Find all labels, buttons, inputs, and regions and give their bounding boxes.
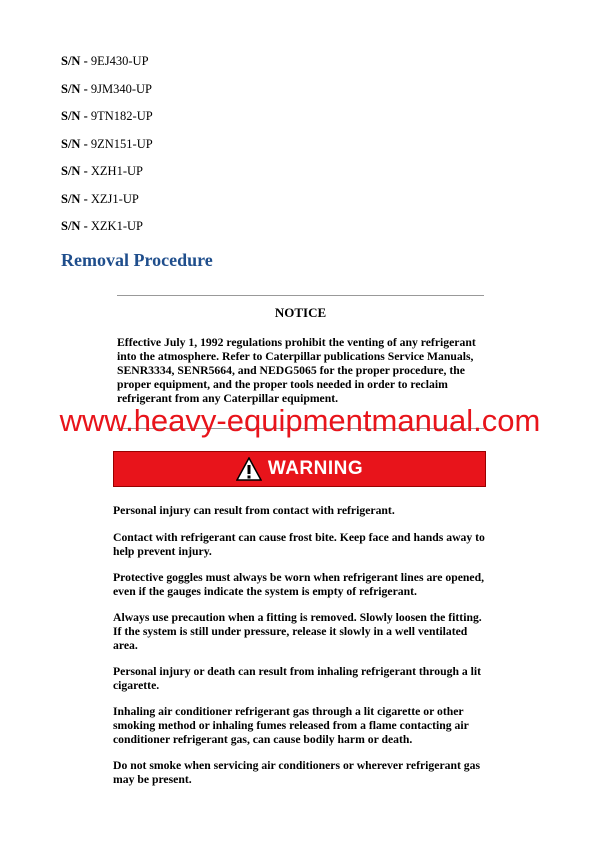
sn-value: XZH1-UP xyxy=(90,164,143,178)
sn-label: S/N - xyxy=(61,219,88,233)
serial-number xyxy=(61,109,153,124)
warning-paragraph: Do not smoke when servicing air conditioners or wherever refrigerant gas may be present. xyxy=(113,759,481,786)
serial-number xyxy=(61,192,139,207)
notice-text: Effective July 1, 1992 regulations prohibit the venting of any refrigerant into the atmosphere. Refer to Caterpillar publications Service Manuals, SENR3334, SENR5664, and NEDG5065 for the proper procedure, the proper equipment, and the proper tools needed in order to reclaim refrigerant from any Caterpillar equipment. xyxy=(117,336,476,405)
watermark: www.heavy-equipmentmanual.com xyxy=(59,403,541,438)
warning-label: WARNING xyxy=(267,458,364,479)
sn-value: 9EJ430-UP xyxy=(90,54,149,68)
serial-number xyxy=(61,164,143,179)
sn-label: S/N - xyxy=(61,164,88,178)
warning-banner xyxy=(113,451,486,487)
notice-top-divider xyxy=(117,295,484,296)
sn-label: S/N - xyxy=(61,192,88,206)
section-heading: Removal Procedure xyxy=(61,250,213,270)
warning-paragraph: Contact with refrigerant can cause frost bite. Keep face and hands away to help prevent injury. xyxy=(113,531,485,558)
sn-value: XZK1-UP xyxy=(90,219,143,233)
warning-paragraph: Inhaling air conditioner refrigerant gas through a lit cigarette or other smoking method or inhaling fumes released from a flame contacting air conditioner refrigerant gas, can cause bodily harm or death. xyxy=(113,705,469,746)
serial-number xyxy=(61,137,153,152)
sn-label: S/N - xyxy=(61,109,88,123)
warning-paragraph: Personal injury or death can result from inhaling refrigerant through a lit cigarette. xyxy=(113,665,482,692)
serial-number xyxy=(61,219,143,234)
serial-number xyxy=(61,82,152,97)
sn-label: S/N - xyxy=(61,82,88,96)
sn-value: 9JM340-UP xyxy=(90,82,152,96)
notice-title: NOTICE xyxy=(274,305,327,320)
sn-value: 9ZN151-UP xyxy=(90,137,153,151)
sn-value: XZJ1-UP xyxy=(90,192,139,206)
warning-paragraph: Always use precaution when a fitting is removed. Slowly loosen the fitting. If the system is still under pressure, release it slowly in a well ventilated area. xyxy=(113,611,482,652)
serial-number xyxy=(61,54,149,69)
sn-value: 9TN182-UP xyxy=(90,109,153,123)
sn-label: S/N - xyxy=(61,137,88,151)
warning-triangle-icon xyxy=(236,457,262,481)
warning-paragraph: Personal injury can result from contact with refrigerant. xyxy=(113,504,395,517)
warning-paragraph: Protective goggles must always be worn when refrigerant lines are opened, even if the gauges indicate the system is empty of refrigerant. xyxy=(113,571,485,598)
sn-label: S/N - xyxy=(61,54,88,68)
